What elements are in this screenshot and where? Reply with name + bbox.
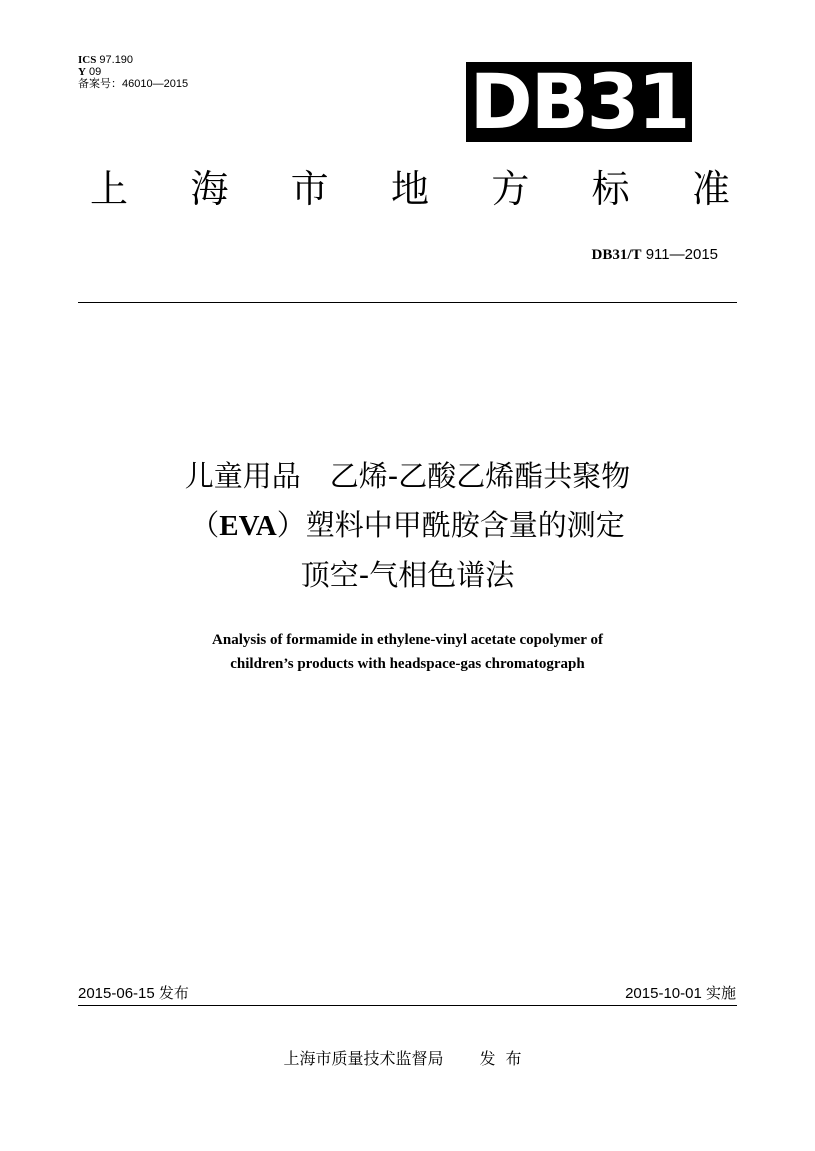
ics-label: ICS (78, 54, 97, 66)
bottom-divider (78, 1005, 737, 1006)
title-char: 方 (491, 167, 530, 211)
english-title (0, 628, 815, 676)
issuer-action: 发布 (479, 1049, 532, 1068)
record-number: 备案号：46010—2015 (78, 78, 189, 90)
code-number: 911—2015 (641, 246, 718, 263)
ics-line (78, 54, 188, 66)
implementation-date: 2015-10-01 实施 (625, 985, 736, 1002)
eva-abbreviation: EVA (219, 510, 277, 542)
standard-code (592, 246, 718, 264)
ics-value: 97.190 (96, 54, 134, 66)
code-prefix: DB31/T (591, 247, 642, 263)
title-char: 标 (591, 167, 630, 211)
classification-label: Y (78, 66, 86, 78)
title-char: 准 (691, 167, 730, 211)
title-char: 地 (390, 167, 429, 211)
issuer-name: 上海市质量技术监督局 (283, 1049, 444, 1068)
title-line-2-rest: ）塑料中甲酰胺含量的测定 (276, 508, 625, 542)
classification-value: 09 (85, 66, 102, 78)
metadata-block (78, 54, 188, 90)
issuer-line (0, 1046, 815, 1069)
db31-logo: DB31 (466, 62, 692, 142)
title-line-3: 顶空-气相色谱法 (300, 558, 515, 592)
title-char: 上 (90, 167, 129, 211)
standard-category-title (90, 164, 730, 214)
english-title-line-2: children’s products with headspace-gas chromatograph (230, 656, 585, 672)
english-title-line-1: Analysis of formamide in ethylene-vinyl acetate copolymer of (212, 632, 603, 648)
title-line-2 (0, 501, 815, 551)
release-date: 2015-06-15 发布 (78, 985, 189, 1002)
bracket-open: （ (190, 508, 220, 542)
title-char: 海 (190, 167, 229, 211)
title-char: 市 (290, 167, 329, 211)
classification-line (78, 66, 188, 78)
title-line-1: 儿童用品 乙烯-乙酸乙烯酯共聚物 (184, 459, 631, 493)
chinese-title (0, 452, 815, 600)
top-divider (78, 302, 737, 303)
